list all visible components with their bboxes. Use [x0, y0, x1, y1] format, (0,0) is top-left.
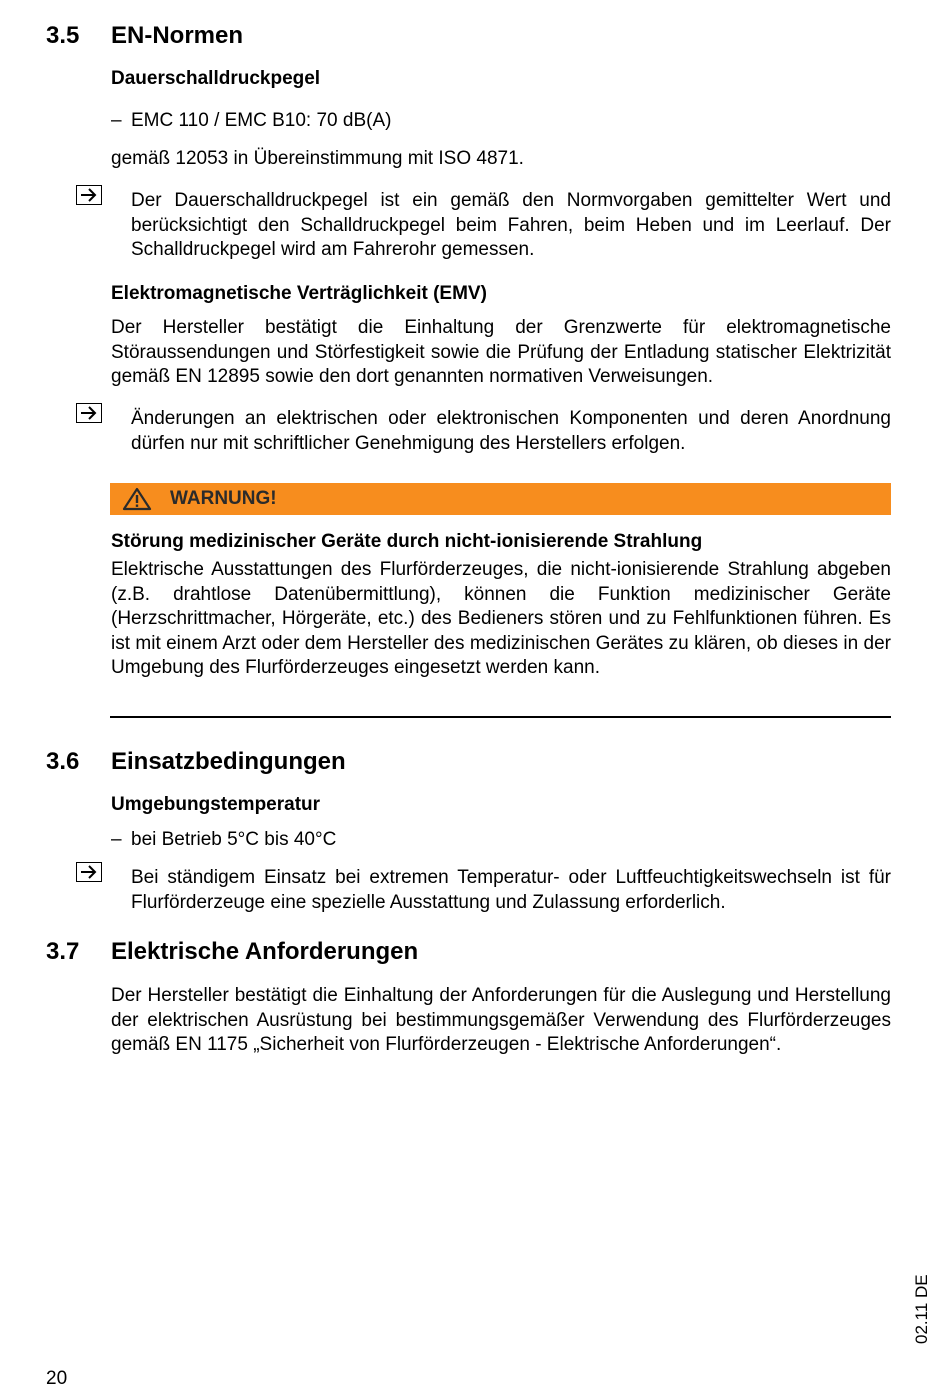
list-item-text: bei Betrieb 5°C bis 40°C: [131, 829, 337, 850]
warning-text: Elektrische Ausstattungen des Flurförderzeuges, die nicht-ionisierende Strahlung abgeben (z.B. drahtlose Datenübermittlung), können die Funktion medizinischer Geräte (Herzschrittmacher, Hörgeräte, etc.) des Bedieners stören und zu Fehlfunktionen führen. Es ist mit einem Arzt oder dem Hersteller des medizinischen Gerätes zu klären, ob dieses in der Umgebung des Flurförderzeuges eingesetzt werden kann.: [111, 559, 891, 678]
section-number: 3.7: [46, 938, 80, 965]
section-3-6-heading: [46, 748, 646, 778]
note-temperature: Bei ständigem Einsatz bei extremen Temperatur- oder Luftfeuchtigkeitswechseln ist für Flurförderzeuge eine spezielle Ausstattung und Zulassung erforderlich.: [131, 867, 891, 913]
section-title: Elektrische Anforderungen: [111, 938, 419, 965]
warning-end-rule: [110, 716, 891, 718]
arrow-note-icon: [76, 862, 102, 882]
page-number: 20: [46, 1368, 68, 1389]
subheading-noise: Dauerschalldruckpegel: [111, 68, 321, 89]
emv-text: Der Hersteller bestätigt die Einhaltung der Grenzwerte für elektromagnetische Störaussendungen und Störfestigkeit sowie die Prüfung der Entladung statischer Elektrizität gemäß EN 12895 sowie den dort genannten normativen Verweisungen.: [111, 317, 891, 387]
warning-heading: Störung medizinischer Geräte durch nicht-ionisierende Strahlung: [111, 531, 703, 552]
section-title: Einsatzbedingungen: [111, 748, 346, 775]
section-number: 3.5: [46, 22, 80, 49]
warning-label: WARNUNG!: [170, 488, 277, 509]
dash-bullet: –: [111, 829, 122, 850]
list-item-text: EMC 110 / EMC B10: 70 dB(A): [131, 110, 392, 131]
note-emv: Änderungen an elektrischen oder elektronischen Komponenten und deren Anordnung dürfen nur mit schriftlicher Genehmigung des Herstellers erfolgen.: [131, 408, 891, 454]
subheading-temperature: Umgebungstemperatur: [111, 794, 321, 815]
arrow-note-icon: [76, 185, 102, 205]
section-3-7-heading: [46, 938, 646, 968]
section-number: 3.6: [46, 748, 80, 775]
document-code: 02.11 DE: [912, 1274, 931, 1344]
subheading-emv: Elektromagnetische Verträglichkeit (EMV): [111, 283, 487, 304]
arrow-note-icon: [76, 403, 102, 423]
electrical-requirements-text: Der Hersteller bestätigt die Einhaltung der Anforderungen für die Auslegung und Herstellung der elektrischen Ausrüstung bei bestimmungsgemäßer Verwendung des Flurförderzeuges gemäß EN 1175 „Sicherheit von Flurförderzeugen - Elektrische Anforderungen“.: [111, 985, 891, 1055]
warning-triangle-icon: [122, 487, 152, 516]
dash-bullet: –: [111, 110, 122, 131]
section-3-5-heading: [46, 22, 646, 52]
noise-norm-text: gemäß 12053 in Übereinstimmung mit ISO 4871.: [111, 148, 524, 169]
section-title: EN-Normen: [111, 22, 244, 49]
note-noise: Der Dauerschalldruckpegel ist ein gemäß den Normvorgaben gemittelter Wert und berücksichtigt den Schalldruckpegel beim Fahren, beim Heben und im Leerlauf. Der Schalldruckpegel wird am Fahrerohr gemessen.: [131, 190, 891, 260]
warning-bar: [110, 483, 891, 515]
